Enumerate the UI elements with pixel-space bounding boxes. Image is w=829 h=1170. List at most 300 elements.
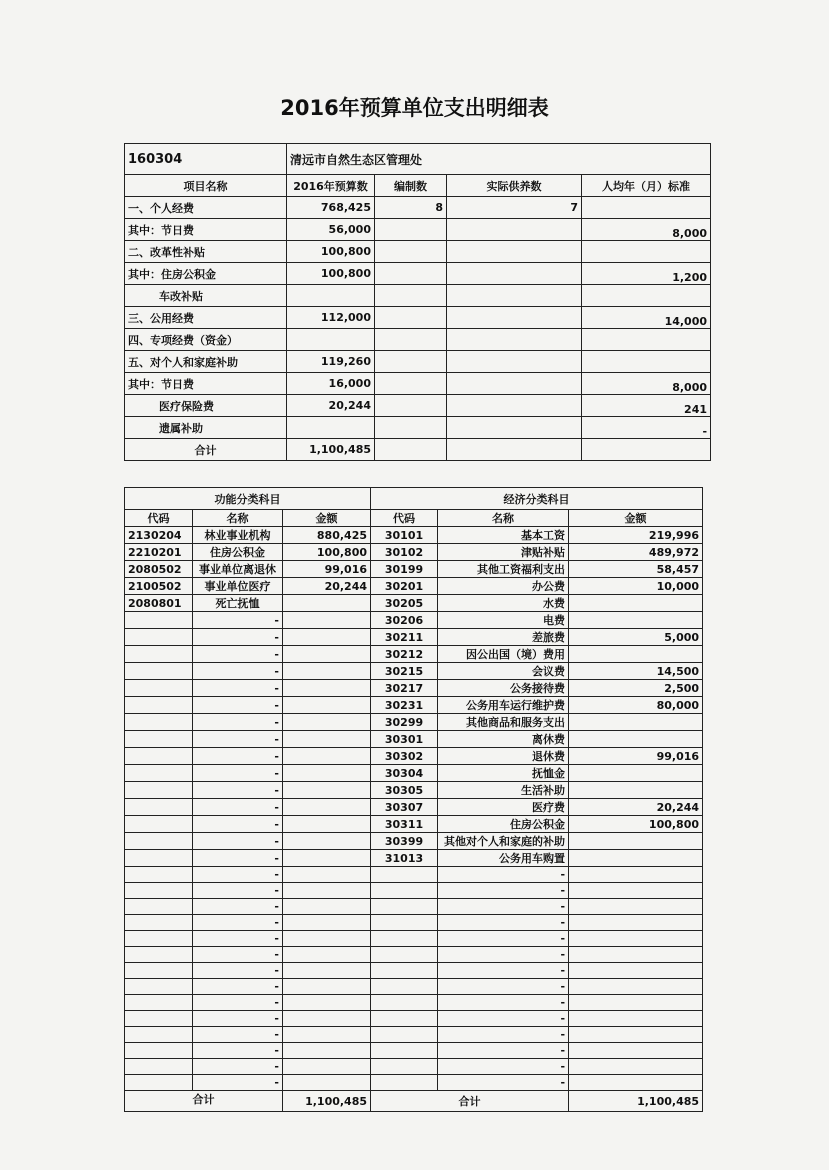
- detail-econ-amount: [569, 947, 703, 963]
- detail-func-code: [125, 947, 193, 963]
- detail-func-name: -: [193, 1011, 283, 1027]
- summary-staff-count: [375, 395, 447, 417]
- detail-func-code: [125, 1075, 193, 1091]
- summary-staff-count: 8: [375, 197, 447, 219]
- detail-func-name: -: [193, 850, 283, 867]
- detail-func-name: -: [193, 1043, 283, 1059]
- detail-func-name: -: [193, 697, 283, 714]
- detail-func-code: [125, 963, 193, 979]
- detail-func-amount: [283, 915, 371, 931]
- col-header-actual: 实际供养数: [447, 175, 582, 197]
- detail-func-code: [125, 899, 193, 915]
- detail-func-code: [125, 680, 193, 697]
- detail-econ-code: 30206: [371, 612, 438, 629]
- detail-econ-code: 30215: [371, 663, 438, 680]
- col-header-econ-amount: 金额: [569, 510, 703, 527]
- detail-econ-amount: 10,000: [569, 578, 703, 595]
- detail-econ-name: -: [438, 1059, 569, 1075]
- functional-section-title: 功能分类科目: [125, 488, 371, 510]
- detail-func-amount: [283, 963, 371, 979]
- detail-econ-code: [371, 979, 438, 995]
- detail-row: [125, 765, 703, 782]
- detail-row: [125, 714, 703, 731]
- summary-per-capita-standard: [582, 285, 711, 307]
- detail-econ-amount: [569, 731, 703, 748]
- detail-func-amount: [283, 595, 371, 612]
- summary-per-capita-standard: [582, 241, 711, 263]
- col-header-staff: 编制数: [375, 175, 447, 197]
- summary-actual-count: 7: [447, 197, 582, 219]
- detail-econ-amount: 489,972: [569, 544, 703, 561]
- detail-func-amount: [283, 979, 371, 995]
- detail-econ-name: 其他商品和服务支出: [438, 714, 569, 731]
- detail-func-name: -: [193, 612, 283, 629]
- detail-func-name: 事业单位医疗: [193, 578, 283, 595]
- detail-func-amount: [283, 995, 371, 1011]
- detail-econ-code: [371, 1043, 438, 1059]
- summary-budget: [287, 417, 375, 439]
- summary-actual-count: [447, 417, 582, 439]
- detail-func-code: [125, 714, 193, 731]
- summary-row: [125, 373, 711, 395]
- detail-econ-code: 30217: [371, 680, 438, 697]
- detail-econ-name: 公务用车购置: [438, 850, 569, 867]
- summary-per-capita-standard: 1,200: [582, 263, 711, 285]
- detail-row: [125, 915, 703, 931]
- detail-econ-code: 30307: [371, 799, 438, 816]
- detail-econ-code: 30201: [371, 578, 438, 595]
- detail-econ-code: [371, 1011, 438, 1027]
- summary-actual-count: [447, 263, 582, 285]
- detail-func-code: [125, 850, 193, 867]
- col-header-econ-name: 名称: [438, 510, 569, 527]
- detail-econ-amount: [569, 931, 703, 947]
- detail-econ-code: [371, 1059, 438, 1075]
- detail-econ-amount: [569, 1059, 703, 1075]
- summary-staff-count: [375, 263, 447, 285]
- detail-row: [125, 527, 703, 544]
- detail-func-code: [125, 1043, 193, 1059]
- detail-func-code: 2080801: [125, 595, 193, 612]
- summary-actual-count: [447, 351, 582, 373]
- detail-econ-code: 30102: [371, 544, 438, 561]
- summary-row: [125, 439, 711, 461]
- detail-econ-name: 公务接待费: [438, 680, 569, 697]
- summary-budget: 768,425: [287, 197, 375, 219]
- detail-func-amount: [283, 629, 371, 646]
- detail-econ-code: 31013: [371, 850, 438, 867]
- detail-econ-amount: [569, 915, 703, 931]
- detail-row: [125, 883, 703, 899]
- summary-row: [125, 263, 711, 285]
- detail-func-name: -: [193, 799, 283, 816]
- summary-budget: 20,244: [287, 395, 375, 417]
- summary-budget: [287, 285, 375, 307]
- summary-per-capita-standard: 241: [582, 395, 711, 417]
- summary-row: [125, 285, 711, 307]
- detail-row: [125, 899, 703, 915]
- detail-func-amount: [283, 765, 371, 782]
- detail-econ-amount: [569, 646, 703, 663]
- detail-row: [125, 561, 703, 578]
- detail-func-name: 林业事业机构: [193, 527, 283, 544]
- detail-func-code: [125, 799, 193, 816]
- detail-func-code: 2130204: [125, 527, 193, 544]
- detail-row: [125, 1011, 703, 1027]
- func-total-label: 合计: [125, 1091, 283, 1112]
- detail-func-amount: [283, 697, 371, 714]
- detail-func-name: -: [193, 1075, 283, 1091]
- detail-econ-name: 退休费: [438, 748, 569, 765]
- detail-row: [125, 1075, 703, 1091]
- detail-econ-amount: 80,000: [569, 697, 703, 714]
- summary-per-capita-standard: -: [582, 417, 711, 439]
- detail-func-name: -: [193, 963, 283, 979]
- detail-econ-name: 生活补助: [438, 782, 569, 799]
- detail-econ-name: 公务用车运行维护费: [438, 697, 569, 714]
- detail-econ-amount: 2,500: [569, 680, 703, 697]
- detail-func-name: -: [193, 782, 283, 799]
- detail-econ-name: 办公费: [438, 578, 569, 595]
- detail-row: [125, 995, 703, 1011]
- summary-budget: 56,000: [287, 219, 375, 241]
- detail-func-amount: 20,244: [283, 578, 371, 595]
- summary-staff-count: [375, 417, 447, 439]
- detail-econ-amount: 99,016: [569, 748, 703, 765]
- detail-econ-amount: 5,000: [569, 629, 703, 646]
- detail-econ-code: 30399: [371, 833, 438, 850]
- detail-func-name: -: [193, 947, 283, 963]
- detail-func-amount: [283, 931, 371, 947]
- detail-func-name: -: [193, 748, 283, 765]
- detail-func-code: 2100502: [125, 578, 193, 595]
- summary-actual-count: [447, 395, 582, 417]
- detail-econ-code: 30205: [371, 595, 438, 612]
- detail-row: [125, 663, 703, 680]
- detail-econ-name: 医疗费: [438, 799, 569, 816]
- detail-econ-name: 其他工资福利支出: [438, 561, 569, 578]
- detail-econ-name: 水费: [438, 595, 569, 612]
- detail-func-code: [125, 646, 193, 663]
- detail-econ-amount: [569, 612, 703, 629]
- detail-func-amount: [283, 714, 371, 731]
- detail-section-header-row: [125, 488, 703, 510]
- summary-per-capita-standard: 8,000: [582, 373, 711, 395]
- detail-row: [125, 680, 703, 697]
- col-header-func-code: 代码: [125, 510, 193, 527]
- detail-econ-name: 离休费: [438, 731, 569, 748]
- detail-func-name: -: [193, 931, 283, 947]
- detail-total-row: [125, 1091, 703, 1112]
- summary-item-name: 遗属补助: [125, 417, 287, 439]
- detail-func-name: -: [193, 883, 283, 899]
- detail-econ-code: 30199: [371, 561, 438, 578]
- summary-row: [125, 351, 711, 373]
- detail-func-name: -: [193, 663, 283, 680]
- summary-item-name: 三、公用经费: [125, 307, 287, 329]
- summary-staff-count: [375, 351, 447, 373]
- detail-func-code: [125, 765, 193, 782]
- detail-econ-code: [371, 931, 438, 947]
- detail-row: [125, 947, 703, 963]
- detail-row: [125, 833, 703, 850]
- detail-func-amount: [283, 867, 371, 883]
- detail-econ-code: 30311: [371, 816, 438, 833]
- summary-budget: 119,260: [287, 351, 375, 373]
- detail-func-code: [125, 931, 193, 947]
- summary-item-name: 四、专项经费（资金）: [125, 329, 287, 351]
- detail-func-name: -: [193, 899, 283, 915]
- summary-per-capita-standard: [582, 351, 711, 373]
- summary-actual-count: [447, 307, 582, 329]
- summary-staff-count: [375, 285, 447, 307]
- detail-econ-code: 30212: [371, 646, 438, 663]
- detail-row: [125, 612, 703, 629]
- detail-func-code: [125, 867, 193, 883]
- detail-econ-code: [371, 899, 438, 915]
- detail-econ-amount: [569, 1043, 703, 1059]
- col-header-func-name: 名称: [193, 510, 283, 527]
- detail-econ-name: 抚恤金: [438, 765, 569, 782]
- detail-func-code: 2210201: [125, 544, 193, 561]
- summary-actual-count: [447, 285, 582, 307]
- summary-per-capita-standard: 8,000: [582, 219, 711, 241]
- detail-func-name: -: [193, 1027, 283, 1043]
- summary-actual-count: [447, 241, 582, 263]
- detail-row: [125, 867, 703, 883]
- summary-item-name: 其中：节日费: [125, 219, 287, 241]
- detail-func-name: -: [193, 833, 283, 850]
- detail-econ-code: [371, 883, 438, 899]
- detail-row: [125, 799, 703, 816]
- detail-func-amount: [283, 799, 371, 816]
- detail-econ-code: 30101: [371, 527, 438, 544]
- detail-func-amount: [283, 1027, 371, 1043]
- detail-func-amount: [283, 1043, 371, 1059]
- detail-func-amount: [283, 731, 371, 748]
- detail-func-amount: 100,800: [283, 544, 371, 561]
- detail-func-amount: [283, 663, 371, 680]
- summary-column-header-row: [125, 175, 711, 197]
- detail-row: [125, 629, 703, 646]
- detail-func-code: [125, 629, 193, 646]
- detail-econ-name: 会议费: [438, 663, 569, 680]
- detail-econ-amount: 58,457: [569, 561, 703, 578]
- detail-econ-code: [371, 995, 438, 1011]
- detail-econ-name: -: [438, 1027, 569, 1043]
- detail-econ-code: 30302: [371, 748, 438, 765]
- detail-func-name: -: [193, 1059, 283, 1075]
- summary-item-name: 其中：节日费: [125, 373, 287, 395]
- detail-econ-code: [371, 1075, 438, 1091]
- col-header-standard: 人均年（月）标准: [582, 175, 711, 197]
- detail-func-amount: [283, 748, 371, 765]
- summary-actual-count: [447, 329, 582, 351]
- detail-func-name: -: [193, 629, 283, 646]
- detail-func-amount: [283, 612, 371, 629]
- summary-budget: 1,100,485: [287, 439, 375, 461]
- unit-header-row: [125, 144, 711, 175]
- detail-row: [125, 782, 703, 799]
- detail-econ-amount: [569, 963, 703, 979]
- detail-func-code: [125, 782, 193, 799]
- summary-row: [125, 241, 711, 263]
- summary-per-capita-standard: [582, 329, 711, 351]
- detail-func-amount: [283, 850, 371, 867]
- detail-econ-amount: [569, 833, 703, 850]
- col-header-econ-code: 代码: [371, 510, 438, 527]
- detail-func-code: [125, 748, 193, 765]
- detail-econ-code: 30304: [371, 765, 438, 782]
- summary-item-name: 五、对个人和家庭补助: [125, 351, 287, 373]
- detail-row: [125, 748, 703, 765]
- detail-econ-amount: [569, 995, 703, 1011]
- detail-func-code: [125, 979, 193, 995]
- detail-econ-name: -: [438, 899, 569, 915]
- detail-func-name: -: [193, 680, 283, 697]
- summary-staff-count: [375, 329, 447, 351]
- detail-func-amount: [283, 899, 371, 915]
- detail-econ-name: 其他对个人和家庭的补助: [438, 833, 569, 850]
- summary-actual-count: [447, 373, 582, 395]
- detail-row: [125, 816, 703, 833]
- detail-econ-amount: [569, 1011, 703, 1027]
- detail-func-amount: [283, 833, 371, 850]
- detail-func-name: 事业单位离退休: [193, 561, 283, 578]
- detail-econ-code: [371, 947, 438, 963]
- detail-econ-amount: [569, 899, 703, 915]
- detail-func-name: 住房公积金: [193, 544, 283, 561]
- detail-econ-name: -: [438, 963, 569, 979]
- detail-econ-name: -: [438, 883, 569, 899]
- detail-func-amount: [283, 782, 371, 799]
- detail-econ-code: 30301: [371, 731, 438, 748]
- detail-func-name: -: [193, 646, 283, 663]
- summary-budget: [287, 329, 375, 351]
- summary-staff-count: [375, 439, 447, 461]
- detail-econ-name: -: [438, 931, 569, 947]
- func-total-amount: 1,100,485: [283, 1091, 371, 1112]
- detail-func-name: -: [193, 995, 283, 1011]
- detail-func-code: [125, 915, 193, 931]
- detail-func-code: [125, 1059, 193, 1075]
- detail-row: [125, 578, 703, 595]
- detail-econ-code: [371, 867, 438, 883]
- detail-econ-amount: 219,996: [569, 527, 703, 544]
- detail-econ-name: -: [438, 1075, 569, 1091]
- summary-budget: 112,000: [287, 307, 375, 329]
- detail-func-amount: 99,016: [283, 561, 371, 578]
- detail-func-amount: [283, 680, 371, 697]
- detail-func-code: [125, 883, 193, 899]
- detail-column-header-row: [125, 510, 703, 527]
- detail-row: [125, 697, 703, 714]
- detail-row: [125, 544, 703, 561]
- detail-table: [124, 487, 703, 1112]
- detail-econ-code: [371, 915, 438, 931]
- detail-func-code: [125, 833, 193, 850]
- detail-econ-amount: [569, 595, 703, 612]
- summary-item-name: 其中：住房公积金: [125, 263, 287, 285]
- detail-econ-code: [371, 1027, 438, 1043]
- detail-func-amount: [283, 646, 371, 663]
- summary-item-name: 合计: [125, 439, 287, 461]
- detail-func-name: -: [193, 765, 283, 782]
- detail-econ-code: 30305: [371, 782, 438, 799]
- detail-func-code: [125, 1011, 193, 1027]
- detail-func-name: -: [193, 714, 283, 731]
- summary-row: [125, 417, 711, 439]
- detail-row: [125, 850, 703, 867]
- summary-budget: 100,800: [287, 241, 375, 263]
- detail-econ-name: -: [438, 1043, 569, 1059]
- detail-econ-code: 30231: [371, 697, 438, 714]
- detail-func-code: [125, 612, 193, 629]
- detail-econ-name: 住房公积金: [438, 816, 569, 833]
- col-header-func-amount: 金额: [283, 510, 371, 527]
- detail-func-code: [125, 731, 193, 748]
- econ-total-label: 合计: [371, 1091, 569, 1112]
- detail-econ-name: -: [438, 947, 569, 963]
- detail-row: [125, 595, 703, 612]
- detail-func-amount: [283, 947, 371, 963]
- detail-econ-amount: [569, 765, 703, 782]
- detail-econ-amount: 100,800: [569, 816, 703, 833]
- summary-row: [125, 307, 711, 329]
- detail-econ-name: -: [438, 995, 569, 1011]
- detail-econ-amount: [569, 714, 703, 731]
- detail-econ-name: -: [438, 979, 569, 995]
- col-header-budget: 2016年预算数: [287, 175, 375, 197]
- detail-func-amount: [283, 1059, 371, 1075]
- detail-func-name: -: [193, 816, 283, 833]
- summary-budget: 16,000: [287, 373, 375, 395]
- economic-section-title: 经济分类科目: [371, 488, 703, 510]
- unit-code: 160304: [125, 144, 287, 175]
- detail-econ-code: 30211: [371, 629, 438, 646]
- summary-staff-count: [375, 307, 447, 329]
- summary-budget: 100,800: [287, 263, 375, 285]
- detail-row: [125, 1059, 703, 1075]
- summary-actual-count: [447, 439, 582, 461]
- summary-actual-count: [447, 219, 582, 241]
- page-title: 2016年预算单位支出明细表: [280, 96, 549, 120]
- summary-per-capita-standard: [582, 439, 711, 461]
- detail-econ-code: 30299: [371, 714, 438, 731]
- detail-row: [125, 979, 703, 995]
- detail-func-name: -: [193, 915, 283, 931]
- detail-econ-name: 津贴补贴: [438, 544, 569, 561]
- detail-econ-name: -: [438, 1011, 569, 1027]
- detail-econ-code: [371, 963, 438, 979]
- detail-func-name: -: [193, 979, 283, 995]
- detail-row: [125, 731, 703, 748]
- detail-econ-name: -: [438, 915, 569, 931]
- detail-func-code: [125, 1027, 193, 1043]
- summary-per-capita-standard: 14,000: [582, 307, 711, 329]
- detail-row: [125, 1043, 703, 1059]
- summary-staff-count: [375, 373, 447, 395]
- detail-econ-amount: [569, 883, 703, 899]
- detail-econ-name: 电费: [438, 612, 569, 629]
- summary-row: [125, 329, 711, 351]
- detail-func-name: -: [193, 867, 283, 883]
- detail-econ-amount: 20,244: [569, 799, 703, 816]
- summary-item-name: 医疗保险费: [125, 395, 287, 417]
- detail-row: [125, 646, 703, 663]
- col-header-item-name: 项目名称: [125, 175, 287, 197]
- unit-name: 清远市自然生态区管理处: [287, 144, 711, 175]
